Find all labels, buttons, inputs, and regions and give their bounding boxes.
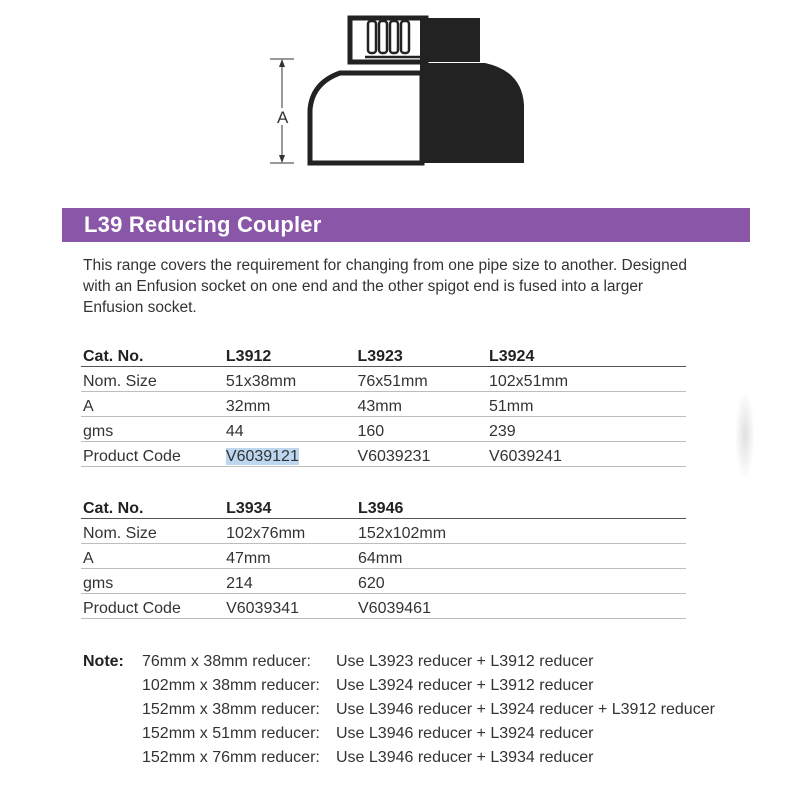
cat-no-cell: L3934 — [224, 494, 356, 519]
note-use: Use L3946 reducer + L3924 reducer — [336, 725, 594, 742]
table-row — [81, 392, 686, 417]
note-size: 102mm x 38mm reducer: — [142, 677, 320, 694]
table-cell: 102x76mm — [224, 519, 356, 544]
empty-cell — [488, 594, 686, 619]
table-cell: 51mm — [487, 392, 686, 417]
table-cell: 620 — [356, 569, 488, 594]
table-cell[interactable]: V6039231 — [355, 442, 487, 467]
table-row — [81, 569, 686, 594]
intro-paragraph: This range covers the requirement for changing from one pipe size to another. Designed with an Enfusion socket on one end and the other spigot end is fused into a larger Enfusion socket. — [83, 257, 687, 316]
row-label: gms — [81, 417, 224, 442]
cat-no-label: Cat. No. — [81, 494, 224, 519]
row-label: A — [81, 392, 224, 417]
table-row — [81, 417, 686, 442]
row-label: gms — [81, 569, 224, 594]
coupler-drawing — [270, 15, 540, 175]
spec-table-1 — [81, 342, 686, 467]
table-row — [81, 367, 686, 392]
note-size: 152mm x 76mm reducer: — [142, 749, 320, 766]
note-label: Note: — [83, 653, 124, 670]
note-use: Use L3923 reducer + L3912 reducer — [336, 653, 594, 670]
table-cell: 160 — [355, 417, 487, 442]
cat-no-cell: L3946 — [356, 494, 488, 519]
selected-product-code[interactable]: V6039121 — [225, 448, 299, 465]
table-row — [81, 544, 686, 569]
spec-table-2 — [81, 494, 686, 619]
table-cell[interactable]: V6039461 — [356, 594, 488, 619]
table-row — [81, 594, 686, 619]
cat-no-cell: L3923 — [355, 342, 487, 367]
row-label: Product Code — [81, 442, 224, 467]
table-cell: 152x102mm — [356, 519, 488, 544]
table-header-row — [81, 342, 686, 367]
table-cell[interactable] — [224, 442, 356, 467]
note-size: 152mm x 38mm reducer: — [142, 701, 320, 718]
table-cell: 214 — [224, 569, 356, 594]
empty-cell — [488, 519, 686, 544]
section-header — [62, 208, 750, 242]
note-use: Use L3946 reducer + L3934 reducer — [336, 749, 594, 766]
note-use: Use L3924 reducer + L3912 reducer — [336, 677, 594, 694]
table-cell: 76x51mm — [355, 367, 487, 392]
row-label: Nom. Size — [81, 519, 224, 544]
table-header-row — [81, 494, 686, 519]
table-cell: 32mm — [224, 392, 356, 417]
table-row — [81, 442, 686, 467]
row-label: Product Code — [81, 594, 224, 619]
empty-cell — [488, 569, 686, 594]
cat-no-label: Cat. No. — [81, 342, 224, 367]
section-title: L39 Reducing Coupler — [84, 212, 322, 237]
empty-cell — [488, 544, 686, 569]
dimension-a-label: A — [277, 108, 289, 127]
row-label: A — [81, 544, 224, 569]
note-size: 152mm x 51mm reducer: — [142, 725, 320, 742]
table-cell[interactable]: V6039241 — [487, 442, 686, 467]
table-cell: 239 — [487, 417, 686, 442]
empty-cell — [488, 494, 686, 519]
cat-no-cell: L3924 — [487, 342, 686, 367]
note-use: Use L3946 reducer + L3924 reducer + L3912 reducer — [336, 701, 715, 718]
table-cell: 64mm — [356, 544, 488, 569]
table-cell: 47mm — [224, 544, 356, 569]
table-cell: 51x38mm — [224, 367, 356, 392]
cat-no-cell: L3912 — [224, 342, 356, 367]
scan-smudge — [735, 390, 755, 480]
table-cell[interactable]: V6039341 — [224, 594, 356, 619]
note-size: 76mm x 38mm reducer: — [142, 653, 311, 670]
row-label: Nom. Size — [81, 367, 224, 392]
table-cell: 43mm — [355, 392, 487, 417]
table-cell: 44 — [224, 417, 356, 442]
table-cell: 102x51mm — [487, 367, 686, 392]
table-row — [81, 519, 686, 544]
